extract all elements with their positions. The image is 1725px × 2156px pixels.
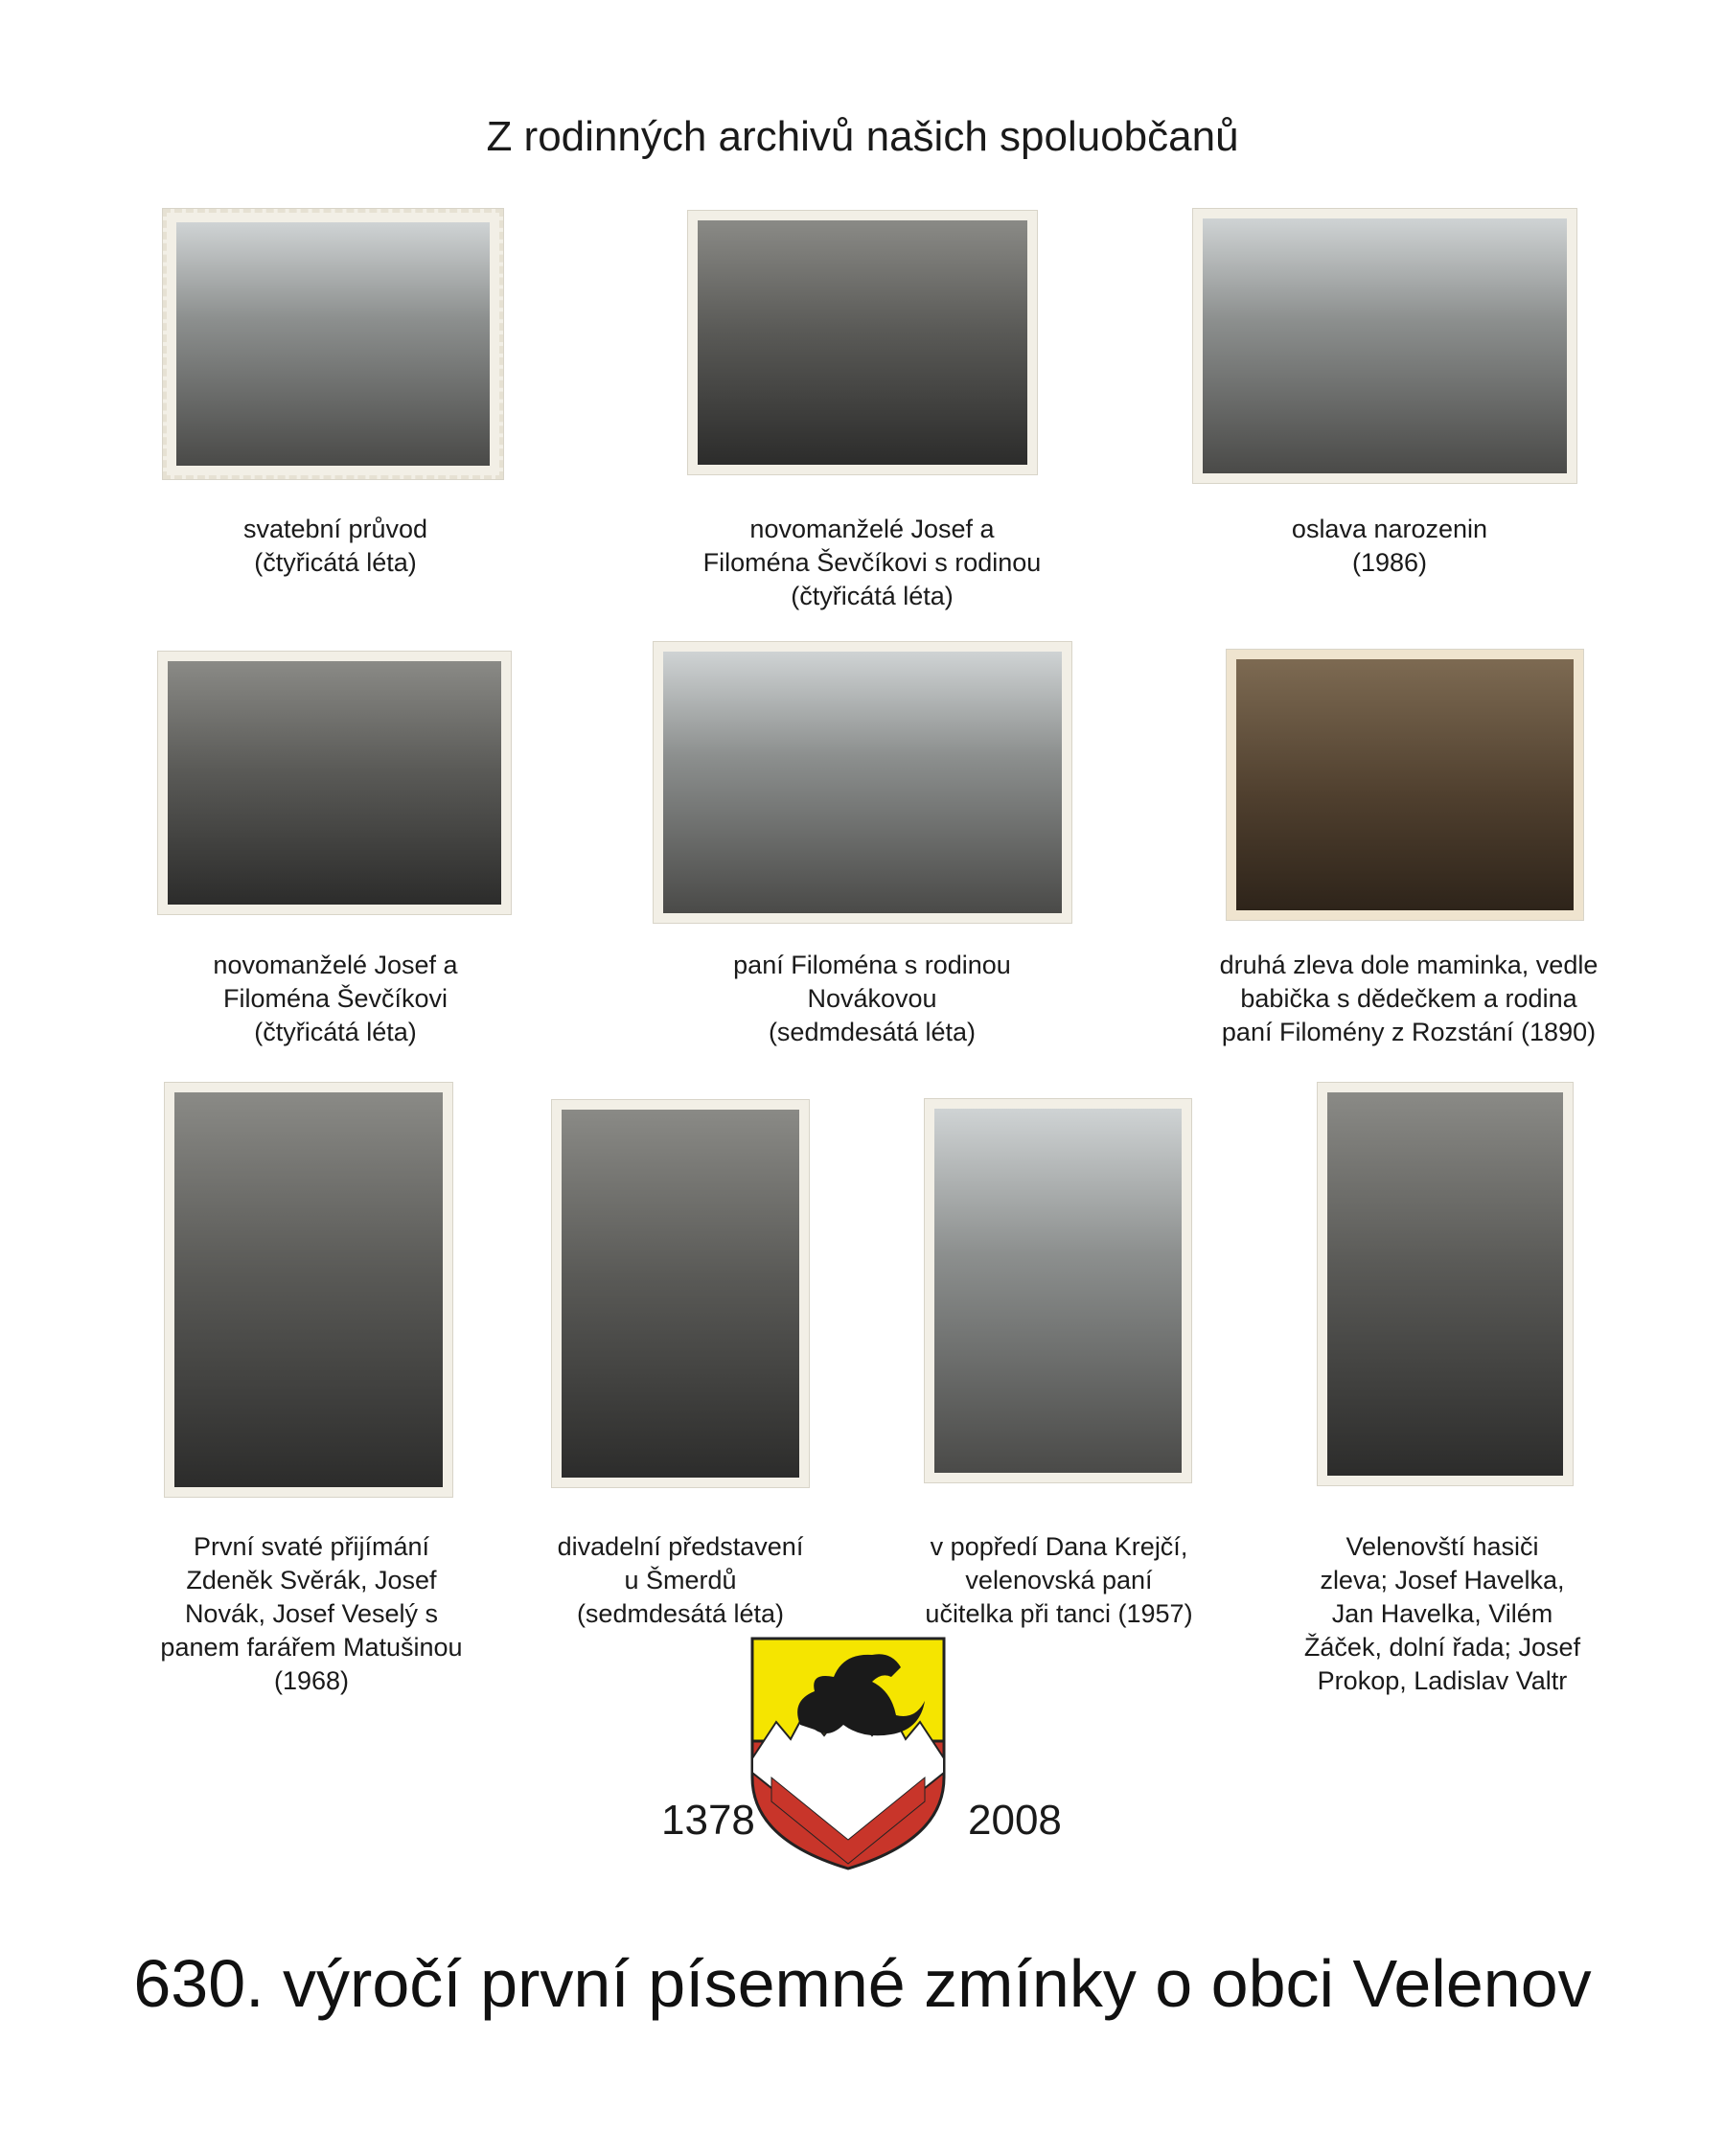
photo-first-communion — [165, 1083, 452, 1497]
caption-line: (sedmdesátá léta) — [768, 1018, 977, 1046]
caption-line: oslava narozenin — [1291, 515, 1488, 543]
caption-5 — [671, 949, 1073, 1049]
photo-family-1890 — [1227, 650, 1583, 920]
caption-line: panem farářem Matušinou — [160, 1633, 463, 1662]
caption-line: Velenovští hasiči — [1346, 1532, 1539, 1561]
caption-line: zleva; Josef Havelka, — [1320, 1566, 1565, 1594]
page-header: Z rodinných archivů našich spoluobčanů — [486, 113, 1239, 160]
caption-line: paní Filoména s rodinou — [733, 951, 1011, 979]
photo-filomena-family — [654, 642, 1071, 923]
photo-wedding-procession — [163, 209, 503, 479]
photo-birthday-celebration — [1193, 209, 1576, 483]
caption-line: Žáček, dolní řada; Josef — [1303, 1633, 1581, 1662]
caption-line: Novák, Josef Veselý s — [184, 1599, 439, 1628]
caption-line: v popředí Dana Krejčí, — [930, 1532, 1188, 1561]
caption-line: (1968) — [273, 1666, 350, 1695]
caption-line: Jan Havelka, Vilém — [1331, 1599, 1553, 1628]
photo-newlyweds-couple — [158, 652, 511, 914]
caption-line: druhá zleva dole maminka, vedle — [1219, 951, 1598, 979]
crest-year-right: 2008 — [968, 1797, 1062, 1844]
photo-dance — [925, 1099, 1191, 1482]
photo-newlyweds-family — [688, 211, 1037, 474]
caption-line: Filoména Ševčíkovi — [222, 984, 448, 1013]
caption-8 — [537, 1530, 824, 1631]
caption-4 — [144, 949, 527, 1049]
caption-7 — [134, 1530, 489, 1698]
caption-line: (čtyřicátá léta) — [254, 548, 417, 577]
photo-theatre-performance — [552, 1100, 809, 1487]
caption-line: babička s dědečkem a rodina — [1240, 984, 1577, 1013]
caption-line: velenovská paní — [965, 1566, 1153, 1594]
caption-line: novomanželé Josef a — [213, 951, 458, 979]
caption-6 — [1188, 949, 1629, 1049]
caption-line: (sedmdesátá léta) — [576, 1599, 785, 1628]
caption-line: Filoména Ševčíkovi s rodinou — [702, 548, 1042, 577]
caption-1 — [153, 513, 518, 580]
page-footer-title: 630. výročí první písemné zmínky o obci Velenov — [133, 1946, 1592, 2021]
caption-line: u Šmerdů — [624, 1566, 737, 1594]
photo-firefighters — [1318, 1083, 1573, 1485]
caption-line: svatební průvod — [242, 515, 428, 543]
caption-9 — [891, 1530, 1227, 1631]
caption-line: Novákovou — [807, 984, 937, 1013]
caption-line: paní Filomény z Rozstání (1890) — [1221, 1018, 1597, 1046]
caption-line: Zdeněk Svěrák, Josef — [186, 1566, 437, 1594]
caption-line: (1986) — [1351, 548, 1428, 577]
caption-3 — [1208, 513, 1572, 580]
caption-line: učitelka při tanci (1957) — [925, 1599, 1193, 1628]
caption-line: divadelní představení — [557, 1532, 804, 1561]
caption-line: (čtyřicátá léta) — [254, 1018, 417, 1046]
caption-line: První svaté přijímání — [193, 1532, 430, 1561]
caption-line: (čtyřicátá léta) — [791, 582, 954, 610]
caption-10 — [1265, 1530, 1620, 1698]
velenov-coat-of-arms-icon — [748, 1634, 949, 1873]
crest-year-left: 1378 — [661, 1797, 755, 1844]
caption-2 — [671, 513, 1073, 613]
caption-line: Prokop, Ladislav Valtr — [1317, 1666, 1568, 1695]
caption-line: novomanželé Josef a — [749, 515, 995, 543]
